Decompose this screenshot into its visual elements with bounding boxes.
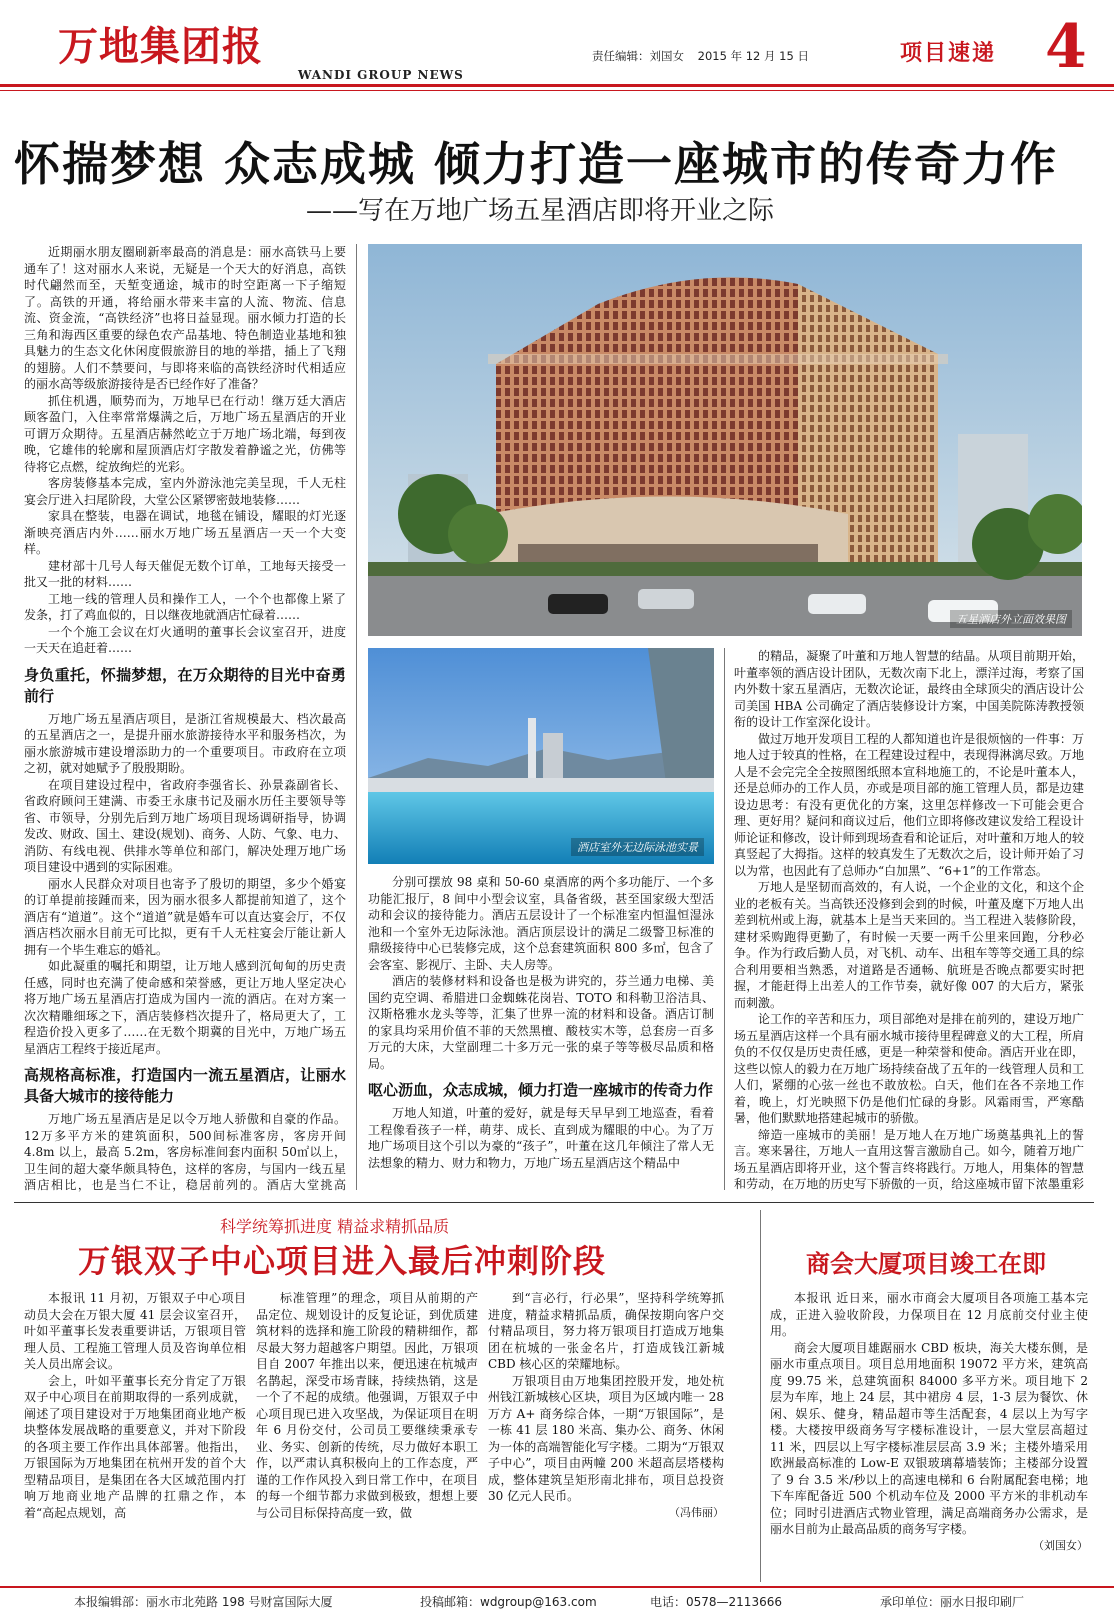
paragraph: 家具在整装，电器在调试，地毯在铺设，耀眼的灯光逐渐映亮酒店内外……丽水万地广场五星酒店一天一个大变样。 bbox=[24, 509, 346, 556]
hotel-rendering-image bbox=[368, 244, 1082, 636]
paragraph: 近期丽水朋友圈刷新率最高的消息是：丽水高铁马上要通车了！这对丽水人来说，无疑是一个天大的好消息，高铁时代翩然而至，天堑变通途，城市的时空距离一下子缩短了。高铁的开通，将给丽水带来丰富的人流、物流、信息流、资金流，“高铁经济”也将日益显现。丽水倾力打造的长三角和海西区重要的绿色农产品基地、特色制造业基地和独具魅力的生态文化休闲度假旅游目的地的举措，插上了飞翔的翅膀。人们不禁要问，与即将来临的高铁经济时代相适应的丽水高等级旅游接待是否已经作好了准备？ bbox=[24, 245, 346, 391]
paragraph: 工地一线的管理人员和操作工人，一个个也都像上紧了发条，打了鸡血似的，日以继夜地就酒店忙碌着…… bbox=[24, 591, 346, 622]
paragraph: 客房装修基本完成，室内外游泳池完美呈现，千人无柱宴会厅进入扫尾阶段，大堂公区紧锣密鼓地装修…… bbox=[24, 476, 346, 507]
lead-headline: 怀揣梦想 众志成城 倾力打造一座城市的传奇力作 bbox=[14, 137, 1059, 191]
hotel-rendering-photo bbox=[368, 244, 1082, 636]
section-heading-1: 身负重托，怀揣梦想，在万众期待的目光中奋勇前行 bbox=[24, 665, 346, 705]
editor-line: 责任编辑：刘国女 bbox=[592, 49, 684, 63]
section-heading-2: 高规格高标准，打造国内一流五星酒店，让丽水具备大城市的接待能力 bbox=[24, 1066, 346, 1105]
paragraph: 的精品，凝聚了叶董和万地人智慧的结晶。从项目前期开始，叶董率领的酒店设计团队，无数次南下北上，漂洋过海，考察了国内外数十家五星酒店，无数次论证，最终由全球顶尖的酒店设计公司美国 HBA 公司确定了酒店装修设计方案，中国美院陈涛教授领衔的设计工作室深化设计。 bbox=[734, 649, 1084, 729]
lead-column-3 bbox=[734, 648, 1084, 1192]
paragraph: 酒店的装修材料和设备也是极为讲究的，芬兰通力电梯、美国约克空调、希腊进口金蜘蛛花岗岩、TOTO 和科勒卫浴洁具、汉斯格雅水龙头等等，汇集了世界一流的材料和设备。酒店订制的家具均采用价值不菲的天然黑檀、酸枝实木等，总套房一百多万元的大床，大堂副理二十多万元一张的桌子等等极尽品质和格局。 bbox=[368, 974, 714, 1071]
paragraph: 标准管理”的理念，项目从前期的产品定位、规划设计的反复论证，到优质建筑材料的选择和施工阶段的精耕细作，都尽最大努力超越客户期望。因此，万银项目自 2007 年推出以来，便迅速在杭城声名鹊起，深受市场青睐，持续热销，这是一个了不起的成绩。他强调，万银双子中心项目现已进入攻坚战，为保证项目在明年 6 月份交付，公司员工要继续秉承专业、务实、创新的传统，尽力做好本职工作，以严肃认真积极向上的工作态度，严谨的工作作风投入到日常工作中，在项目的每一个细节都力求做到极致，想想上要与公司目标保持高度一致，做 bbox=[256, 1291, 478, 1520]
footer-address: 本报编辑部：丽水市北苑路 198 号财富国际大厦 bbox=[74, 1595, 333, 1609]
paragraph: 万地广场五星酒店是足以令万地人骄傲和自豪的作品。12万多平方米的建筑面积，500间标准客房，客房开间 4.8m 以上，最高 5.2m，客房标准间套内面积 50㎡以上，卫生间的超大豪华颇具特色，这样的客房，与国内一线五星酒店相比，也是当仁不让，稳居前列的。酒店大堂挑高 bbox=[24, 1112, 346, 1192]
paragraph: 万地广场五星酒店项目，是浙江省规模最大、档次最高的五星酒店之一，是提升丽水旅游接待水平和服务档次，为丽水旅游城市建设增添助力的一个重要项目。市政府在立项之初，就对她赋予了殷殷期盼。 bbox=[24, 711, 346, 775]
masthead-rule bbox=[0, 84, 1114, 87]
story3-headline: 商会大厦项目竣工在即 bbox=[806, 1249, 1046, 1278]
pool-image bbox=[368, 648, 714, 864]
story2-column-2 bbox=[256, 1290, 478, 1580]
paragraph: 会上，叶如平董事长充分肯定了万银双子中心项目在前期取得的一系列成就，阐述了项目建设对于万地集团商业地产板块整体发展战略的重要意义，并对下阶段的各项主要工作作出具体部署。他指出，万银国际为万地集团在杭州开发的首个大型精品项目，是集团在各大区域范围内打响万地商业地产品牌的扛鼎之作，本着“高起点规划，高 bbox=[24, 1373, 246, 1520]
section-heading-3: 呕心沥血，众志成城，倾力打造一座城市的传奇力作 bbox=[368, 1081, 714, 1099]
paragraph: 本报讯 11 月初，万银双子中心项目动员大会在万银大厦 41 层会议室召开，叶如平董事长发表重要讲话，万银项目管理人员、工程施工管理人员及咨询单位相关人员出席会议。 bbox=[24, 1291, 246, 1371]
story2-kicker: 科学统筹抓进度 精益求精抓品质 bbox=[220, 1217, 450, 1236]
paragraph: 论工作的辛苦和压力，项目部绝对是排在前列的，建设万地广场五星酒店这样一个具有丽水城市接待里程碑意义的大工程，所肩负的不仅仅是历史责任感，更是一种荣誉和使命。酒店开业在即，这些以惊人的毅力在万地广场持续奋战了五年的一线管理人员和工人们，紧绷的心弦一丝也不敢放松。白天，他们在各不亲地工作着，晚上，灯光映照下仍是他们忙碌的身影。风霜雨雪，严寒酷暑，他们默默地搭建起城市的骄傲。 bbox=[734, 1012, 1084, 1125]
paragraph: 丽水人民群众对项目也寄予了殷切的期望，多少个婚宴的订单提前接踵而来，因为丽水很多人都提前知道了，这个酒店有“道道”。这个“道道”就是婚车可以直达宴会厅，不仅酒店档次丽水目前无可比拟，更有千人无柱宴会厅能让新人拥有一个毕生难忘的婚礼。 bbox=[24, 876, 346, 957]
paragraph: 做过万地开发项目工程的人都知道也许是很烦恼的一件事：万地人过于较真的性格，在工程建设过程中，表现得淋漓尽致。万地人是不会完完全全按照图纸照本宣科地施工的，不论是叶董本人，还是总师办的工作人员，亦或是项目部的施工管理人员，都是边建设边思考：有没有更优化的方案，这里怎样修改一下可能会更合理、更好用？疑问和商议过后，他们立即将修改建议发给工程设计师论证和修改，设计师到现场查看和论证后，对叶董和万地人的较真竖起了大拇指。这样的较真发生了无数次之后，设计师开始了习以为常，也因此有了总师办“白加黑”、“6+1”的工作常态。 bbox=[734, 731, 1084, 878]
column-divider bbox=[724, 648, 725, 1190]
paragraph: 一个个施工会议在灯火通明的董事长会议室召开，进度一天天在追赶着…… bbox=[24, 624, 346, 655]
footer-printer: 承印单位：丽水日报印刷厂 bbox=[880, 1595, 1025, 1609]
lead-subhead: ——写在万地广场五星酒店即将开业之际 bbox=[306, 196, 775, 226]
masthead-logo: 万地集团报 bbox=[58, 24, 263, 70]
column-divider bbox=[356, 244, 357, 1190]
paragraph: 商会大厦项目雄踞丽水 CBD 板块，海关大楼东侧，是丽水市重点项目。项目总用地面积 19072 平方米，建筑高度 99.75 米，总建筑面积 84000 多平方米。项目地下 2 层为车库，地上 24 层，其中裙房 4 层，1-3 层为餐饮、休闲、娱乐、健身，精品超市等生活配套，4 层以上为写字楼。大楼按甲级商务写字楼标准设计，一层大堂层高超过 11 米，四层以上写字楼标准层层高 3.9 米；主楼外墙采用欧洲最高标准的 Low-E 双银玻璃幕墙装饰；主楼部分设置了 9 台 3.5 米/秒以上的高速电梯和 6 台附属配套电梯；地下车库配备近 500 个机动车位及 2000 平方米的非机动车位；同时引进酒店式物业管理，满足高端商务办公需求，是丽水目前为止最高品质的商务写字楼。 bbox=[770, 1340, 1088, 1536]
pool-photo bbox=[368, 648, 714, 864]
paragraph: 建材部十几号人每天催促无数个订单，工地每天接受一批又一批的材料…… bbox=[24, 558, 346, 589]
lead-column-2 bbox=[368, 874, 714, 1192]
story3-body bbox=[770, 1290, 1088, 1580]
story2-column-1 bbox=[24, 1290, 246, 1580]
author-byline: （刘国女） bbox=[1033, 1538, 1088, 1552]
paragraph: 缔造一座城市的美丽！是万地人在万地广场奠基典礼上的誓言。寒来暑往，万地人一直用这誓言激励自己。如今，随着万地广场五星酒店即将开业，这个誓言终将践行。万地人，用集体的智慧和劳动，在万地的历史写下骄傲的一页，给这座城市留下浓墨重彩 bbox=[734, 1127, 1084, 1191]
paragraph: 万地人知道，叶董的爱好，就是每天早早到工地巡查，看着工程像看孩子一样，萌芽、成长、直到成为耀眼的中心。为了万地广场项目这个引以为豪的“孩子”，叶董在这几年倾注了常人无法想象的精力、财力和物力，万地广场五星酒店这个精品中 bbox=[368, 1106, 714, 1170]
section-tag: 项目速递 bbox=[900, 41, 997, 66]
story2-headline: 万银双子中心项目进入最后冲刺阶段 bbox=[78, 1242, 607, 1280]
paragraph: 在项目建设过程中，省政府李强省长、孙景淼副省长、省政府顾问王建满、市委王永康书记及丽水历任主要领导等省、市领导，分别先后到万地广场项目现场调研指导，协调发改、财政、国土、建设(规划)、商务、人防、气象、电力、消防、有线电视、供排水等单位和部门，解决处理万地广场项目建设中遇到的实际困难。 bbox=[24, 777, 346, 874]
masthead-rule-thin bbox=[0, 90, 1114, 91]
author-byline: （冯伟丽） bbox=[669, 1505, 724, 1519]
paragraph: 分别可摆放 98 桌和 50-60 桌酒席的两个多功能厅、一个多功能汇报厅，8 间中小型会议室，具备省级，甚至国家级大型活动和会议的接待能力。酒店五层设计了一个标准室内恒温恒湿泳池和一个室外无边际泳池。酒店顶层设计的满足二级警卫标准的鼎级接待中心已装修完成，这个总套建筑面积 800 多㎡，包含了会客室、影视厅、主卧、夫人房等。 bbox=[368, 875, 714, 972]
section-divider bbox=[14, 1202, 1094, 1203]
paragraph: 抓住机遇，顺势而为，万地早已在行动！继万廷大酒店顾客盈门，入住率常常爆满之后，万地广场五星酒店的开业可谓万众期待。五星酒店赫然屹立于万地广场北端，每到夜晚，它雄伟的轮廓和屋顶酒店灯字散发着静谧之光，仿佛等待将它点燃，绽放绚烂的光彩。 bbox=[24, 393, 346, 474]
paragraph: 万地人是坚韧而高效的，有人说，一个企业的文化，和这个企业的老板有关。当高铁还没修到会到的时候，叶董及麾下万地人出差到杭州或上海，就基本上是当天来回的。当工程进入装修阶段，建材采购跑得更勤了，有时候一天要一两千公里来回跑，分秒必争。作为行政后勤人员，对飞机、动车、出租车等等交通工具的综合利用要相当熟悉，对道路是否通畅、航班是否晚点都要实时把握，才能赶得上出差人的工作节奏，就好像 007 的大后方，紧张而刺激。 bbox=[734, 880, 1084, 1010]
footer-email: 投稿邮箱：wdgroup@163.com bbox=[420, 1595, 597, 1609]
paragraph: 到“言必行，行必果”，坚持科学统筹抓进度，精益求精抓品质，确保按期向客户交付精品项目，努力将万银项目打造成万地集团在杭城的一张金名片，打造成钱江新城 CBD 核心区的荣耀地标。 bbox=[488, 1291, 724, 1371]
column-divider bbox=[760, 1210, 761, 1582]
footer-rule bbox=[0, 1586, 1114, 1588]
lead-column-1 bbox=[24, 244, 346, 1192]
page-number: 4 bbox=[1045, 12, 1087, 82]
paragraph: 如此凝重的嘱托和期望，让万地人感到沉甸甸的历史责任感，同时也充满了使命感和荣誉感，更让万地人坚定决心将万地广场五星酒店打造成为国内一流的酒店。在对方案一次次精雕细琢之下，酒店装修档次提升了，格局更大了，工程造价投入更多了……在无数个期冀的目光中，万地广场五星酒店工程终于接近尾声。 bbox=[24, 959, 346, 1056]
photo-caption: 酒店室外无边际泳池实景 bbox=[571, 838, 704, 856]
story2-column-3 bbox=[488, 1290, 724, 1580]
footer-phone: 电话：0578—2113666 bbox=[650, 1595, 782, 1609]
issue-date: 2015 年 12 月 15 日 bbox=[697, 49, 809, 63]
paragraph: 本报讯 近日来，丽水市商会大厦项目各项施工基本完成，正进入验收阶段，力保项目在 12 月底前交付业主使用。 bbox=[770, 1291, 1088, 1338]
paragraph: 万银项目由万地集团控股开发，地处杭州钱江新城核心区块，项目为区域内唯一 28 万方 A+ 商务综合体，一期“万银国际”，是一栋 41 层 180 米高、集办公、商务、休闲为一体的高端智能化写字楼。二期为“万银双子中心”，项目由两幢 200 米超高层塔楼构成，整体建筑呈矩形南北排布，项目总投资 30 亿元人民币。 bbox=[488, 1373, 724, 1503]
masthead-meta bbox=[592, 48, 809, 64]
photo-caption: 五星酒店外立面效果图 bbox=[950, 610, 1072, 628]
masthead-english-name: WANDI GROUP NEWS bbox=[298, 68, 464, 82]
